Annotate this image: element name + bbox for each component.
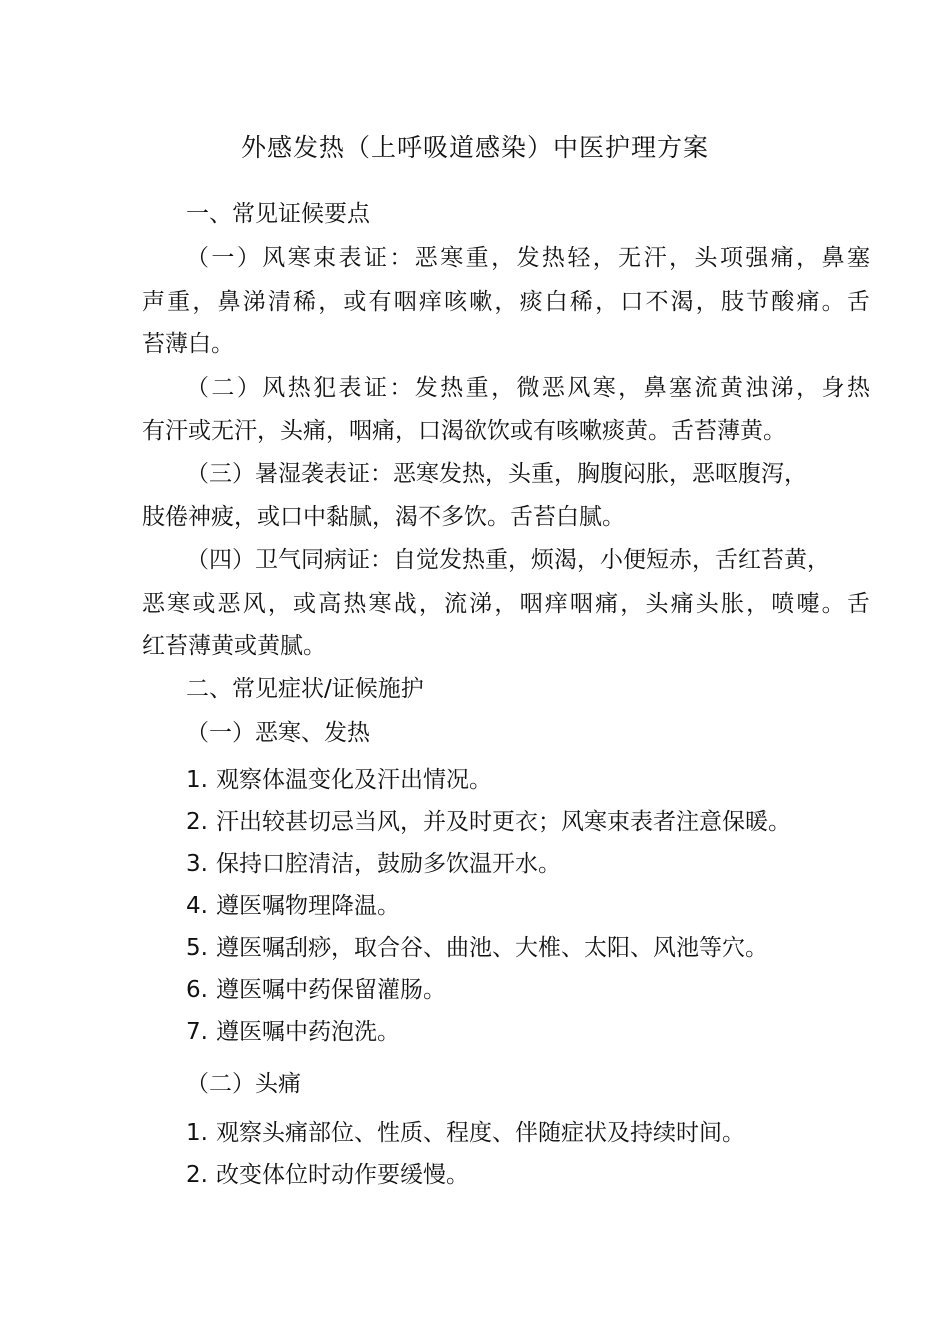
text-glyph: 咳 [444,289,468,315]
paragraph-line: 红苔薄黄或黄腻。 [142,633,326,659]
text-glyph: 涕 [242,289,266,315]
text-glyph: 嚏 [796,591,820,617]
text-glyph: 寒 [167,591,191,617]
text-glyph: ， [491,245,515,271]
text-glyph: 舌 [846,591,870,617]
text-glyph: 咽 [519,591,543,617]
list-item-number: 5. [186,935,208,961]
text-glyph: ， [418,591,442,617]
text-glyph: 束 [313,245,337,271]
text-glyph: 痛 [670,591,694,617]
subsection-heading: （一）恶寒、发热 [186,720,370,746]
text-glyph: ， [318,289,342,315]
text-glyph: ， [491,375,515,401]
text-glyph: 痒 [544,591,568,617]
text-glyph: 口 [620,289,644,315]
text-glyph: 黄 [719,375,743,401]
list-item-text: 改变体位时动作要缓慢。 [216,1162,469,1188]
text-glyph: 渴 [670,289,694,315]
paragraph-line [186,370,870,406]
text-glyph: ， [669,245,693,271]
text-glyph: 塞 [669,375,693,401]
text-glyph: 流 [694,375,718,401]
text-glyph: 有 [368,289,392,315]
text-glyph: 热 [440,375,464,401]
list-item [186,930,768,966]
text-glyph: 或 [192,591,216,617]
list-item-text: 遵医嘱刮痧，取合谷、曲池、大椎、太阳、风池等穴。 [216,935,768,961]
text-glyph: 热 [846,375,870,401]
text-glyph: ） [236,375,260,401]
text-glyph: 恶 [541,375,565,401]
text-glyph: 舌 [846,289,870,315]
text-glyph: 鼻 [821,245,845,271]
text-glyph: ， [267,591,291,617]
text-glyph: ， [746,591,770,617]
text-glyph: 重 [167,289,191,315]
text-glyph: 发 [414,375,438,401]
list-item [186,762,492,798]
text-glyph: 重 [465,245,489,271]
text-glyph: 发 [516,245,540,271]
text-glyph: 项 [719,245,743,271]
text-glyph: 犯 [313,375,337,401]
text-glyph: 微 [516,375,540,401]
text-glyph: 痛 [770,245,794,271]
text-glyph: 热 [287,375,311,401]
text-glyph: 或 [343,289,367,315]
list-item-number: 7. [186,1019,208,1045]
text-glyph: 恶 [414,245,438,271]
text-glyph: 头 [695,591,719,617]
text-glyph: 二 [211,375,235,401]
text-glyph: 涕 [770,375,794,401]
list-item [186,972,446,1008]
text-glyph: 证 [363,375,387,401]
text-glyph: 胀 [720,591,744,617]
text-glyph: 声 [142,289,165,315]
list-item [186,1157,469,1193]
text-glyph: 咽 [393,289,417,315]
text-glyph: ： [389,375,413,401]
text-glyph: ， [618,375,642,401]
paragraph-line: （三）暑湿袭表证：恶寒发热，头重，胸腹闷胀，恶呕腹泻， [186,461,807,487]
text-glyph: 高 [318,591,342,617]
list-item-text: 观察体温变化及汗出情况。 [216,767,492,793]
text-glyph: 清 [267,289,291,315]
text-glyph: ， [494,289,518,315]
text-glyph: ， [796,245,820,271]
text-glyph: 重 [465,375,489,401]
text-glyph: 头 [694,245,718,271]
paragraph-line: （四）卫气同病证：自觉发热重，烦渴，小便短赤，舌红苔黄， [186,547,830,573]
text-glyph: 涕 [469,591,493,617]
text-glyph: ， [695,289,719,315]
text-glyph: ， [592,245,616,271]
list-item-text: 观察头痛部位、性质、程度、伴随症状及持续时间。 [216,1120,745,1146]
text-glyph: 肢 [720,289,744,315]
list-item-number: 3. [186,851,208,877]
text-glyph: 风 [262,375,286,401]
list-item-text: 汗出较甚切忌当风，并及时更衣；风寒束表者注意保暖。 [216,809,791,835]
paragraph-line: 苔薄白。 [142,331,234,357]
text-glyph: 白 [544,289,568,315]
text-glyph: ， [796,375,820,401]
paragraph-line [142,586,870,622]
list-item-text: 遵医嘱中药保留灌肠。 [216,977,446,1003]
text-glyph: 表 [338,375,362,401]
list-item [186,804,791,840]
text-glyph: 咽 [569,591,593,617]
text-glyph: 一 [211,245,235,271]
text-glyph: 无 [618,245,642,271]
text-glyph: 轻 [567,245,591,271]
text-glyph: ， [595,289,619,315]
text-glyph: 节 [746,289,770,315]
text-glyph: ： [389,245,413,271]
text-glyph: 表 [338,245,362,271]
text-glyph: 证 [363,245,387,271]
text-glyph: 痛 [796,289,820,315]
text-glyph: 嗽 [469,289,493,315]
document-title: 外感发热（上呼吸道感染）中医护理方案 [240,133,709,162]
section-heading-1: 一、常见证候要点 [186,201,370,227]
text-glyph: 。 [821,289,845,315]
list-item-text: 遵医嘱中药泡洗。 [216,1019,400,1045]
list-item-number: 2. [186,1162,208,1188]
text-glyph: 汗 [643,245,667,271]
text-glyph: （ [186,375,209,401]
paragraph-line: 有汗或无汗，头痛，咽痛，口渴欲饮或有咳嗽痰黄。舌苔薄黄。 [142,418,786,444]
text-glyph: 酸 [771,289,795,315]
text-glyph: 恶 [217,591,241,617]
list-item [186,1014,400,1050]
text-glyph: 稀 [569,289,593,315]
list-item-number: 1. [186,1120,208,1146]
list-item-number: 2. [186,809,208,835]
text-glyph: 风 [567,375,591,401]
text-glyph: 鼻 [217,289,241,315]
text-glyph: 风 [242,591,266,617]
text-glyph: ） [236,245,260,271]
text-glyph: 稀 [293,289,317,315]
text-glyph: 痒 [418,289,442,315]
text-glyph: 战 [393,591,417,617]
text-glyph: ， [620,591,644,617]
paragraph-line [186,240,870,276]
text-glyph: 寒 [440,245,464,271]
text-glyph: 喷 [771,591,795,617]
list-item-text: 遵医嘱物理降温。 [216,893,400,919]
list-item [186,846,561,882]
text-glyph: 痛 [595,591,619,617]
text-glyph: 寒 [287,245,311,271]
text-glyph: 寒 [592,375,616,401]
list-item-number: 6. [186,977,208,1003]
list-item [186,888,400,924]
list-item-text: 保持口腔清洁，鼓励多饮温开水。 [216,851,561,877]
list-item-number: 4. [186,893,208,919]
text-glyph: 鼻 [643,375,667,401]
section-heading-2: 二、常见症状/证候施护 [186,676,424,702]
subsection-heading: （二）头痛 [186,1071,301,1097]
text-glyph: 寒 [368,591,392,617]
text-glyph: 身 [821,375,845,401]
text-glyph: （ [186,245,209,271]
list-item [186,1115,745,1151]
text-glyph: ， [192,289,216,315]
text-glyph: 热 [343,591,367,617]
text-glyph: 热 [541,245,565,271]
text-glyph: 不 [645,289,669,315]
text-glyph: 浊 [745,375,769,401]
text-glyph: 塞 [846,245,870,271]
text-glyph: 痰 [519,289,543,315]
text-glyph: 恶 [142,591,165,617]
list-item-number: 1. [186,767,208,793]
text-glyph: 。 [821,591,845,617]
text-glyph: 头 [645,591,669,617]
text-glyph: 强 [745,245,769,271]
paragraph-line [142,284,870,320]
paragraph-line: 肢倦神疲，或口中黏腻，渴不多饮。舌苔白腻。 [142,504,625,530]
text-glyph: 或 [293,591,317,617]
text-glyph: 流 [444,591,468,617]
text-glyph: ， [494,591,518,617]
text-glyph: 风 [262,245,286,271]
